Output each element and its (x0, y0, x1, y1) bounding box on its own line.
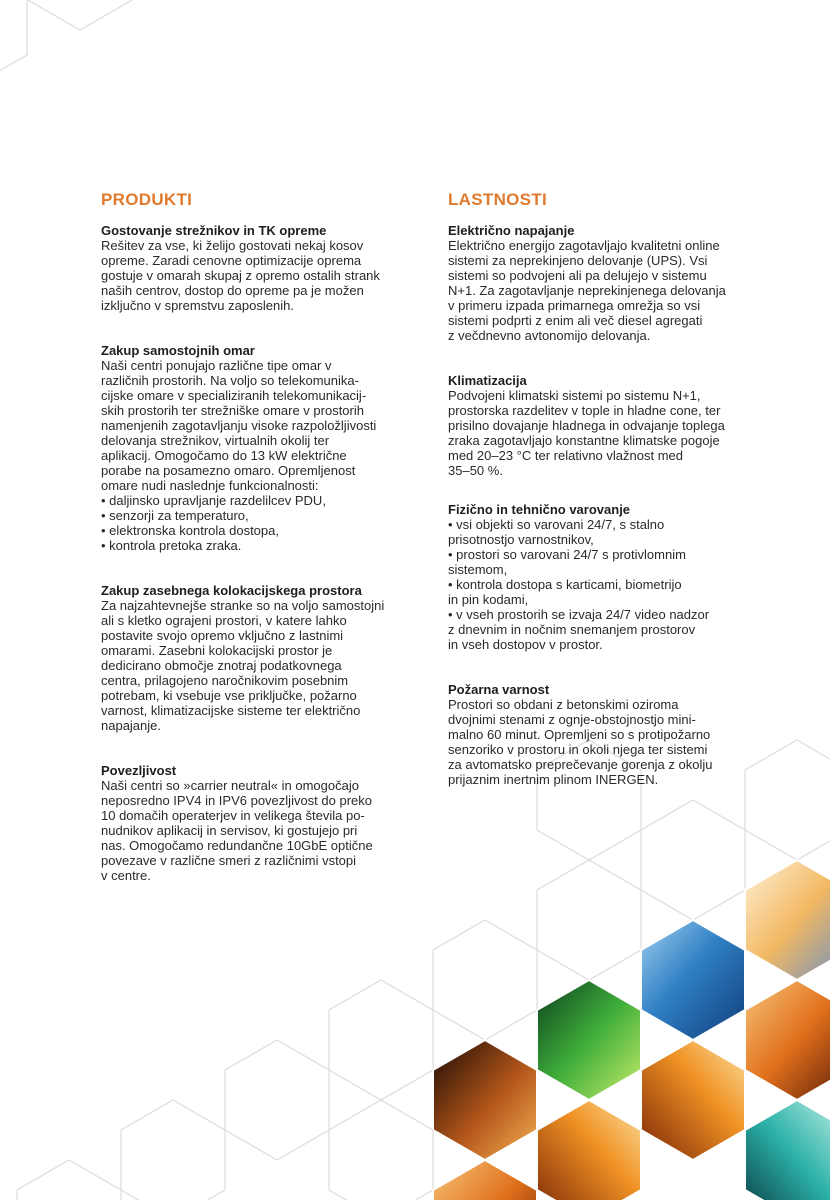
section-text: Za najzahtevnejše stranke so na voljo samostojni ali s kletko ograjeni prostori, v katere lahko postavite svojo opremo vključno z lastnimi omarami. Zasebni kolokacijski prostor je dedicirano območje znotraj podatkovnega centra, prilagojeno naročnikovim posebnim potrebam, ki vsebuje vse priključke, požarno varnost, klimatizacijske sisteme ter električno napajanje. (101, 598, 385, 733)
section-text: Naši centri so »carrier neutral« in omogočajo neposredno IPV4 in IPV6 povezljivost do preko 10 domačih operaterjev in velikega števila po- nudnikov aplikacij in servisov, ki gostujejo pri nas. Omogočamo redundančne 10GbE optične povezave v različne smeri z različnimi vstopi v centre. (101, 778, 373, 883)
hex-outline (329, 980, 433, 1100)
section-text: • vsi objekti so varovani 24/7, s stalno prisotnostjo varnostnikov, • prostori so varovani 24/7 s protivlomnim sistemom, • kontrola dostopa s karticami, biometrijo in pin kodami, • v vseh prostorih se izvaja 24/7 video nadzor z dnevnim in nočnim snemanjem prostorov in vseh dostopov v prostor. (448, 517, 710, 652)
section-pozarna-varnost (448, 682, 758, 787)
hex-image-tile (433, 1160, 537, 1200)
section-heading: Klimatizacija (448, 373, 527, 388)
hex-outline (433, 920, 537, 1040)
hex-image-tile (641, 1040, 745, 1160)
section-text: Naši centri ponujajo različne tipe omar v različnih prostorih. Na voljo so telekomunika- cijske omare v specializiranih telekomunikacij- skih prostorih ter strežniške omare v prostorih namenjenih zagotavljanju visoke razpoložljivosti delovanja strežnikov, virtualnih okolij ter aplikacij. Omogočamo do 13 kW električne porabe na posamezno omaro. Opremljenost omare nudi naslednje funkcionalnosti: • daljinsko upravljanje razdelilcev PDU, • senzorji za temperaturo, • elektronska kontrola dostopa, • kontrola pretoka zraka. (101, 358, 377, 553)
section-povezljivost (101, 763, 431, 883)
produkti-column (101, 190, 431, 913)
section-heading: Zakup zasebnega kolokacijskega prostora (101, 583, 362, 598)
hex-outline (641, 800, 745, 920)
section-zakup-omar (101, 343, 431, 553)
hex-outline (0, 0, 27, 85)
hex-outline (537, 860, 641, 980)
section-text: Prostori so obdani z betonskimi oziroma dvojnimi stenami z ognje-obstojnostjo mini- malno 60 minut. Opremljeni so s protipožarno senzoriko v prostoru in okoli njega ter sistemi za avtomatsko preprečevanje gorenja z okolju prijaznim inertnim plinom INERGEN. (448, 697, 713, 787)
hex-outline (225, 1040, 329, 1160)
lastnosti-column (448, 190, 758, 817)
hex-image-tile (745, 1100, 830, 1200)
hex-outline (28, 0, 132, 30)
hex-image-tile (537, 980, 641, 1100)
section-heading: Gostovanje strežnikov in TK opreme (101, 223, 327, 238)
section-heading: Požarna varnost (448, 682, 550, 697)
section-text: Podvojeni klimatski sistemi po sistemu N+1, prostorska razdelitev v tople in hladne cone, ter prisilno dovajanje hladnega in odvajanje toplega zraka zagotavljajo konstantne klimatske pogoje med 20–23 °C ter relativno vlažnost med 35–50 %. (448, 388, 725, 478)
hex-outline (121, 1100, 225, 1200)
section-varovanje (448, 502, 758, 652)
section-heading: Električno napajanje (448, 223, 575, 238)
section-kolokacija (101, 583, 431, 733)
produkti-heading: PRODUKTI (101, 190, 193, 209)
section-heading: Fizično in tehnično varovanje (448, 502, 631, 517)
hex-image-tile (433, 1040, 537, 1160)
section-text: Električno energijo zagotavljajo kvalitetni online sistemi za neprekinjeno delovanje (UPS). Vsi sistemi so podvojeni ali pa delujejo v sistemu N+1. Za zagotavljanje neprekinjenega delovanja v primeru izpada primarnega omrežja so vsi sistemi podprti z enim ali več diesel agregati z večdnevno avtonomijo delovanja. (448, 238, 726, 343)
section-heading: Povezljivost (101, 763, 177, 778)
hex-outline (17, 1160, 121, 1200)
hex-image-tile (745, 860, 830, 980)
section-text: Rešitev za vse, ki želijo gostovati nekaj kosov opreme. Zaradi cenovne optimizacije oprema gostuje v omarah skupaj z opremo ostalih strank naših centrov, dostop do opreme pa je možen izključno v spremstvu zaposlenih. (101, 238, 380, 313)
section-klimatizacija (448, 373, 758, 478)
section-heading: Zakup samostojnih omar (101, 343, 255, 358)
hex-image-tile (537, 1100, 641, 1200)
hex-image-tile (745, 980, 830, 1100)
lastnosti-heading: LASTNOSTI (448, 190, 548, 209)
hex-outline (329, 1100, 433, 1200)
section-gostovanje (101, 223, 431, 313)
section-napajanje (448, 223, 758, 343)
hex-image-tile (641, 920, 745, 1040)
